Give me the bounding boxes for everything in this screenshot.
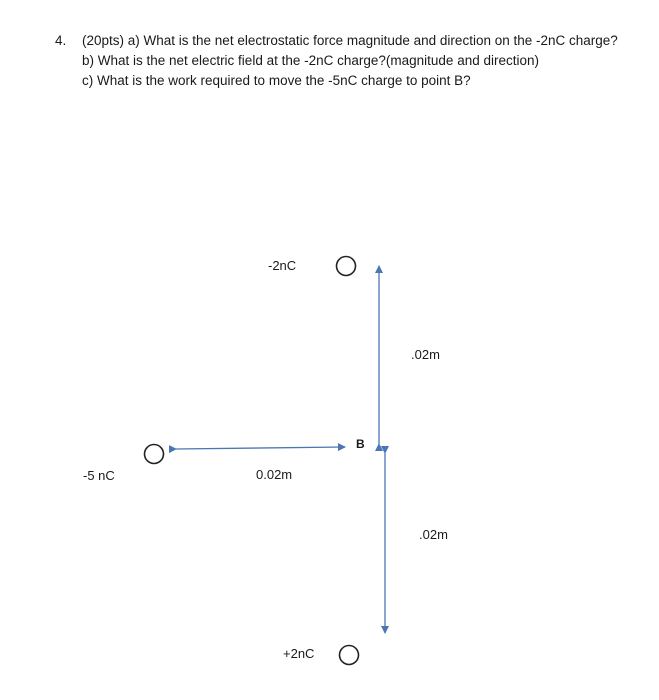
distance-upper-label: .02m: [411, 347, 440, 362]
charge-left-circle: [145, 445, 164, 464]
question-part-c: c) What is the work required to move the -5nC charge to point B?: [82, 73, 471, 88]
question-number: 4.: [55, 33, 67, 48]
distance-horizontal-label: 0.02m: [256, 467, 293, 482]
charge-bottom-label: +2nC: [283, 646, 315, 661]
charge-top-label: -2nC: [268, 258, 297, 273]
charge-top-circle: [337, 257, 356, 276]
question-part-a: (20pts) a) What is the net electrostatic force magnitude and direction on the -2nC charge?: [82, 33, 618, 48]
point-b-label: B: [356, 437, 365, 451]
distance-lower-label: .02m: [419, 527, 448, 542]
charge-left-label: -5 nC: [83, 468, 115, 483]
charge-bottom-circle: [340, 646, 359, 665]
question-part-b: b) What is the net electric field at the -2nC charge?(magnitude and direction): [82, 53, 539, 68]
dimension-arrow-horizontal: [176, 447, 345, 449]
